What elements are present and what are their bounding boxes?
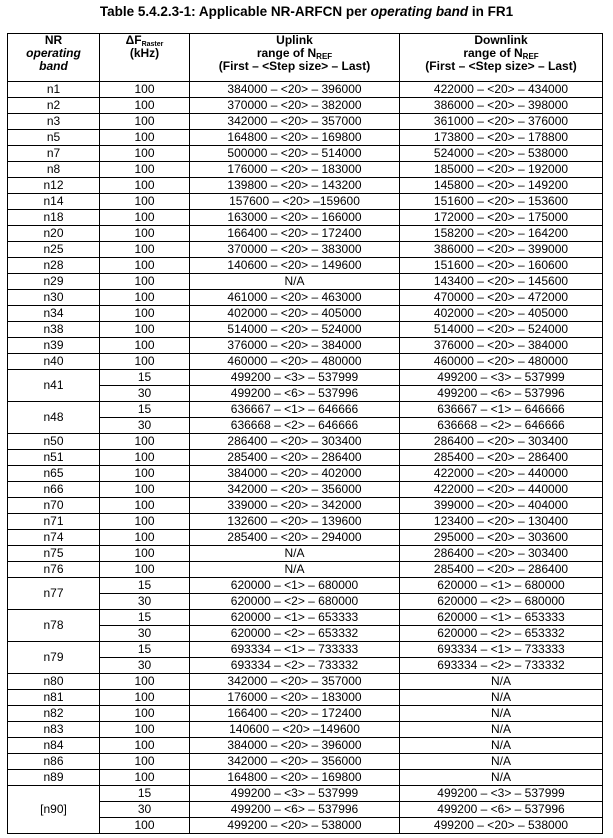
band-cell: n66: [8, 482, 100, 498]
raster-cell: 100: [100, 818, 190, 834]
raster-cell: 100: [100, 530, 190, 546]
band-cell: n8: [8, 162, 100, 178]
band-cell: n14: [8, 194, 100, 210]
table-row: [8, 674, 603, 690]
raster-cell: 30: [100, 658, 190, 674]
header-band: [8, 34, 100, 82]
band-cell: n65: [8, 466, 100, 482]
table-row: [8, 146, 603, 162]
uplink-cell: 157600 – <20> –159600: [190, 194, 400, 210]
uplink-cell: 402000 – <20> – 405000: [190, 306, 400, 322]
header-raster-sub: Raster: [141, 41, 164, 48]
raster-cell: 100: [100, 706, 190, 722]
band-cell: n76: [8, 562, 100, 578]
uplink-cell: N/A: [190, 562, 400, 578]
header-band-line1: NR: [44, 33, 63, 47]
uplink-cell: 500000 – <20> – 514000: [190, 146, 400, 162]
raster-cell: 100: [100, 194, 190, 210]
downlink-cell: 172000 – <20> – 175000: [400, 210, 603, 226]
uplink-cell: 342000 – <20> – 357000: [190, 114, 400, 130]
raster-cell: 100: [100, 210, 190, 226]
downlink-cell: N/A: [400, 770, 603, 786]
header-band-line3: band: [39, 59, 68, 73]
uplink-cell: 285400 – <20> – 294000: [190, 530, 400, 546]
raster-cell: 100: [100, 354, 190, 370]
band-cell: [n90]: [8, 786, 100, 834]
raster-cell: 100: [100, 770, 190, 786]
table-row: [8, 82, 603, 98]
uplink-cell: 164800 – <20> – 169800: [190, 770, 400, 786]
uplink-cell: 342000 – <20> – 356000: [190, 482, 400, 498]
raster-cell: 30: [100, 594, 190, 610]
table-row: [8, 290, 603, 306]
downlink-cell: 285400 – <20> – 286400: [400, 450, 603, 466]
table-row: [8, 578, 603, 594]
downlink-cell: 151600 – <20> – 160600: [400, 258, 603, 274]
downlink-cell: 185000 – <20> – 192000: [400, 162, 603, 178]
band-cell: n79: [8, 642, 100, 674]
uplink-cell: 620000 – <1> – 653333: [190, 610, 400, 626]
table-row: [8, 562, 603, 578]
band-cell: n39: [8, 338, 100, 354]
table-row: [8, 354, 603, 370]
band-cell: n25: [8, 242, 100, 258]
downlink-cell: 386000 – <20> – 399000: [400, 242, 603, 258]
table-row: [8, 162, 603, 178]
raster-cell: 100: [100, 434, 190, 450]
raster-cell: 30: [100, 802, 190, 818]
uplink-cell: 132600 – <20> – 139600: [190, 514, 400, 530]
raster-cell: 100: [100, 450, 190, 466]
table-row: [8, 434, 603, 450]
table-row: [8, 194, 603, 210]
raster-cell: 30: [100, 386, 190, 402]
raster-cell: 100: [100, 162, 190, 178]
uplink-cell: 384000 – <20> – 402000: [190, 466, 400, 482]
downlink-cell: 620000 – <1> – 653333: [400, 610, 603, 626]
downlink-cell: N/A: [400, 706, 603, 722]
header-downlink-line3: (First – <Step size> – Last): [425, 59, 577, 73]
band-cell: n28: [8, 258, 100, 274]
band-cell: n2: [8, 98, 100, 114]
raster-cell: 100: [100, 146, 190, 162]
downlink-cell: 399000 – <20> – 404000: [400, 498, 603, 514]
downlink-cell: N/A: [400, 754, 603, 770]
uplink-cell: 140600 – <20> –149600: [190, 722, 400, 738]
downlink-cell: 693334 – <2> – 733332: [400, 658, 603, 674]
downlink-cell: 499200 – <3> – 537999: [400, 786, 603, 802]
band-cell: n81: [8, 690, 100, 706]
downlink-cell: N/A: [400, 690, 603, 706]
raster-cell: 100: [100, 482, 190, 498]
uplink-cell: 342000 – <20> – 357000: [190, 674, 400, 690]
uplink-cell: 499200 – <20> – 538000: [190, 818, 400, 834]
uplink-cell: 166400 – <20> – 172400: [190, 226, 400, 242]
downlink-cell: 402000 – <20> – 405000: [400, 306, 603, 322]
table-row: [8, 610, 603, 626]
band-cell: n82: [8, 706, 100, 722]
uplink-cell: 164800 – <20> – 169800: [190, 130, 400, 146]
table-row: [8, 258, 603, 274]
downlink-cell: 693334 – <1> – 733333: [400, 642, 603, 658]
uplink-cell: 285400 – <20> – 286400: [190, 450, 400, 466]
uplink-cell: 376000 – <20> – 384000: [190, 338, 400, 354]
band-cell: n77: [8, 578, 100, 610]
uplink-cell: 636667 – <1> – 646666: [190, 402, 400, 418]
band-cell: n86: [8, 754, 100, 770]
raster-cell: 100: [100, 290, 190, 306]
table-row: [8, 322, 603, 338]
nr-arfcn-table: [7, 33, 603, 834]
downlink-cell: 422000 – <20> – 434000: [400, 82, 603, 98]
uplink-cell: 499200 – <3> – 537999: [190, 370, 400, 386]
uplink-cell: 620000 – <2> – 680000: [190, 594, 400, 610]
uplink-cell: N/A: [190, 546, 400, 562]
uplink-cell: 499200 – <3> – 537999: [190, 786, 400, 802]
band-cell: n80: [8, 674, 100, 690]
table-row: [8, 210, 603, 226]
uplink-cell: 140600 – <20> – 149600: [190, 258, 400, 274]
downlink-cell: 620000 – <2> – 653332: [400, 626, 603, 642]
raster-cell: 100: [100, 498, 190, 514]
raster-cell: 100: [100, 242, 190, 258]
band-cell: n83: [8, 722, 100, 738]
band-cell: n41: [8, 370, 100, 402]
header-raster-symbol: ΔF: [125, 33, 142, 47]
downlink-cell: 285400 – <20> – 286400: [400, 562, 603, 578]
downlink-cell: 143400 – <20> – 145600: [400, 274, 603, 290]
raster-cell: 100: [100, 690, 190, 706]
raster-cell: 100: [100, 514, 190, 530]
table-caption: [0, 3, 613, 21]
header-downlink: [400, 34, 603, 82]
header-band-line2: operating: [26, 46, 81, 60]
table-row: [8, 514, 603, 530]
downlink-cell: 620000 – <1> – 680000: [400, 578, 603, 594]
downlink-cell: 286400 – <20> – 303400: [400, 434, 603, 450]
uplink-cell: 384000 – <20> – 396000: [190, 82, 400, 98]
uplink-cell: 514000 – <20> – 524000: [190, 322, 400, 338]
raster-cell: 30: [100, 626, 190, 642]
downlink-cell: 286400 – <20> – 303400: [400, 546, 603, 562]
header-raster: [100, 34, 190, 82]
table-row: [8, 690, 603, 706]
table-row: [8, 402, 603, 418]
caption-prefix: Table 5.4.2.3-1: Applicable NR-ARFCN per: [99, 4, 371, 19]
downlink-cell: 470000 – <20> – 472000: [400, 290, 603, 306]
header-uplink-line1: Uplink: [276, 33, 313, 47]
raster-cell: 100: [100, 306, 190, 322]
downlink-cell: 145800 – <20> – 149200: [400, 178, 603, 194]
uplink-cell: N/A: [190, 274, 400, 290]
raster-cell: 15: [100, 786, 190, 802]
band-cell: n34: [8, 306, 100, 322]
raster-cell: 15: [100, 370, 190, 386]
downlink-cell: 422000 – <20> – 440000: [400, 466, 603, 482]
raster-cell: 100: [100, 674, 190, 690]
caption-italic: operating band: [370, 4, 469, 19]
uplink-cell: 693334 – <1> – 733333: [190, 642, 400, 658]
header-downlink-line1: Downlink: [474, 33, 528, 47]
header-downlink-sub: REF: [522, 52, 539, 61]
table-row: [8, 530, 603, 546]
uplink-cell: 163000 – <20> – 166000: [190, 210, 400, 226]
band-cell: n18: [8, 210, 100, 226]
raster-cell: 100: [100, 338, 190, 354]
band-cell: n71: [8, 514, 100, 530]
downlink-cell: 636667 – <1> – 646666: [400, 402, 603, 418]
uplink-cell: 460000 – <20> – 480000: [190, 354, 400, 370]
downlink-cell: 376000 – <20> – 384000: [400, 338, 603, 354]
uplink-cell: 139800 – <20> – 143200: [190, 178, 400, 194]
downlink-cell: N/A: [400, 674, 603, 690]
downlink-cell: 173800 – <20> – 178800: [400, 130, 603, 146]
uplink-cell: 339000 – <20> – 342000: [190, 498, 400, 514]
band-cell: n50: [8, 434, 100, 450]
raster-cell: 15: [100, 642, 190, 658]
uplink-cell: 620000 – <1> – 680000: [190, 578, 400, 594]
raster-cell: 100: [100, 226, 190, 242]
header-downlink-line2: range of N: [463, 46, 523, 60]
downlink-cell: 636668 – <2> – 646666: [400, 418, 603, 434]
band-cell: n20: [8, 226, 100, 242]
uplink-cell: 286400 – <20> – 303400: [190, 434, 400, 450]
band-cell: n75: [8, 546, 100, 562]
raster-cell: 100: [100, 722, 190, 738]
uplink-cell: 370000 – <20> – 383000: [190, 242, 400, 258]
uplink-cell: 499200 – <6> – 537996: [190, 802, 400, 818]
band-cell: n78: [8, 610, 100, 642]
table-row: [8, 498, 603, 514]
uplink-cell: 620000 – <2> – 653332: [190, 626, 400, 642]
caption-suffix: in FR1: [468, 4, 514, 19]
raster-cell: 100: [100, 114, 190, 130]
downlink-cell: 460000 – <20> – 480000: [400, 354, 603, 370]
table-row: [8, 642, 603, 658]
raster-cell: 100: [100, 546, 190, 562]
header-raster-unit: (kHz): [129, 46, 160, 60]
raster-cell: 100: [100, 98, 190, 114]
uplink-cell: 499200 – <6> – 537996: [190, 386, 400, 402]
band-cell: n30: [8, 290, 100, 306]
table-row: [8, 786, 603, 802]
table-row: [8, 466, 603, 482]
raster-cell: 100: [100, 562, 190, 578]
raster-cell: 100: [100, 178, 190, 194]
raster-cell: 100: [100, 258, 190, 274]
raster-cell: 100: [100, 82, 190, 98]
downlink-cell: 123400 – <20> – 130400: [400, 514, 603, 530]
table-row: [8, 98, 603, 114]
uplink-cell: 384000 – <20> – 396000: [190, 738, 400, 754]
band-cell: n3: [8, 114, 100, 130]
downlink-cell: 361000 – <20> – 376000: [400, 114, 603, 130]
header-uplink-line2: range of N: [256, 46, 317, 60]
downlink-cell: 499200 – <6> – 537996: [400, 802, 603, 818]
downlink-cell: 422000 – <20> – 440000: [400, 482, 603, 498]
band-cell: n5: [8, 130, 100, 146]
table-row: [8, 114, 603, 130]
table-body: [8, 82, 603, 834]
band-cell: n48: [8, 402, 100, 434]
downlink-cell: 499200 – <6> – 537996: [400, 386, 603, 402]
table-row: [8, 722, 603, 738]
table-row: [8, 706, 603, 722]
downlink-cell: 620000 – <2> – 680000: [400, 594, 603, 610]
raster-cell: 100: [100, 738, 190, 754]
header-uplink-line3: (First – <Step size> – Last): [218, 59, 371, 73]
band-cell: n84: [8, 738, 100, 754]
uplink-cell: 693334 – <2> – 733332: [190, 658, 400, 674]
raster-cell: 30: [100, 418, 190, 434]
table-row: [8, 370, 603, 386]
downlink-cell: N/A: [400, 722, 603, 738]
raster-cell: 100: [100, 130, 190, 146]
band-cell: n1: [8, 82, 100, 98]
uplink-cell: 636668 – <2> – 646666: [190, 418, 400, 434]
uplink-cell: 342000 – <20> – 356000: [190, 754, 400, 770]
downlink-cell: 499200 – <20> – 538000: [400, 818, 603, 834]
band-cell: n38: [8, 322, 100, 338]
raster-cell: 100: [100, 274, 190, 290]
table-row: [8, 754, 603, 770]
uplink-cell: 370000 – <20> – 382000: [190, 98, 400, 114]
band-cell: n70: [8, 498, 100, 514]
band-cell: n29: [8, 274, 100, 290]
uplink-cell: 176000 – <20> – 183000: [190, 162, 400, 178]
raster-cell: 100: [100, 322, 190, 338]
band-cell: n89: [8, 770, 100, 786]
table-row: [8, 178, 603, 194]
downlink-cell: 386000 – <20> – 398000: [400, 98, 603, 114]
downlink-cell: 524000 – <20> – 538000: [400, 146, 603, 162]
table-row: [8, 242, 603, 258]
downlink-cell: 158200 – <20> – 164200: [400, 226, 603, 242]
header-uplink-sub: REF: [316, 52, 333, 61]
raster-cell: 100: [100, 754, 190, 770]
downlink-cell: 499200 – <3> – 537999: [400, 370, 603, 386]
uplink-cell: 176000 – <20> – 183000: [190, 690, 400, 706]
table-row: [8, 226, 603, 242]
table-row: [8, 450, 603, 466]
table-row: [8, 274, 603, 290]
uplink-cell: 461000 – <20> – 463000: [190, 290, 400, 306]
raster-cell: 15: [100, 402, 190, 418]
raster-cell: 15: [100, 578, 190, 594]
band-cell: n12: [8, 178, 100, 194]
raster-cell: 100: [100, 466, 190, 482]
table-row: [8, 306, 603, 322]
table-row: [8, 546, 603, 562]
table-row: [8, 770, 603, 786]
downlink-cell: 514000 – <20> – 524000: [400, 322, 603, 338]
table-row: [8, 738, 603, 754]
band-cell: n51: [8, 450, 100, 466]
band-cell: n7: [8, 146, 100, 162]
table-row: [8, 482, 603, 498]
raster-cell: 15: [100, 610, 190, 626]
uplink-cell: 166400 – <20> – 172400: [190, 706, 400, 722]
table-row: [8, 130, 603, 146]
downlink-cell: 295000 – <20> – 303600: [400, 530, 603, 546]
band-cell: n40: [8, 354, 100, 370]
table-row: [8, 338, 603, 354]
band-cell: n74: [8, 530, 100, 546]
downlink-cell: N/A: [400, 738, 603, 754]
header-row: [8, 34, 603, 82]
header-uplink: [190, 34, 400, 82]
downlink-cell: 151600 – <20> – 153600: [400, 194, 603, 210]
